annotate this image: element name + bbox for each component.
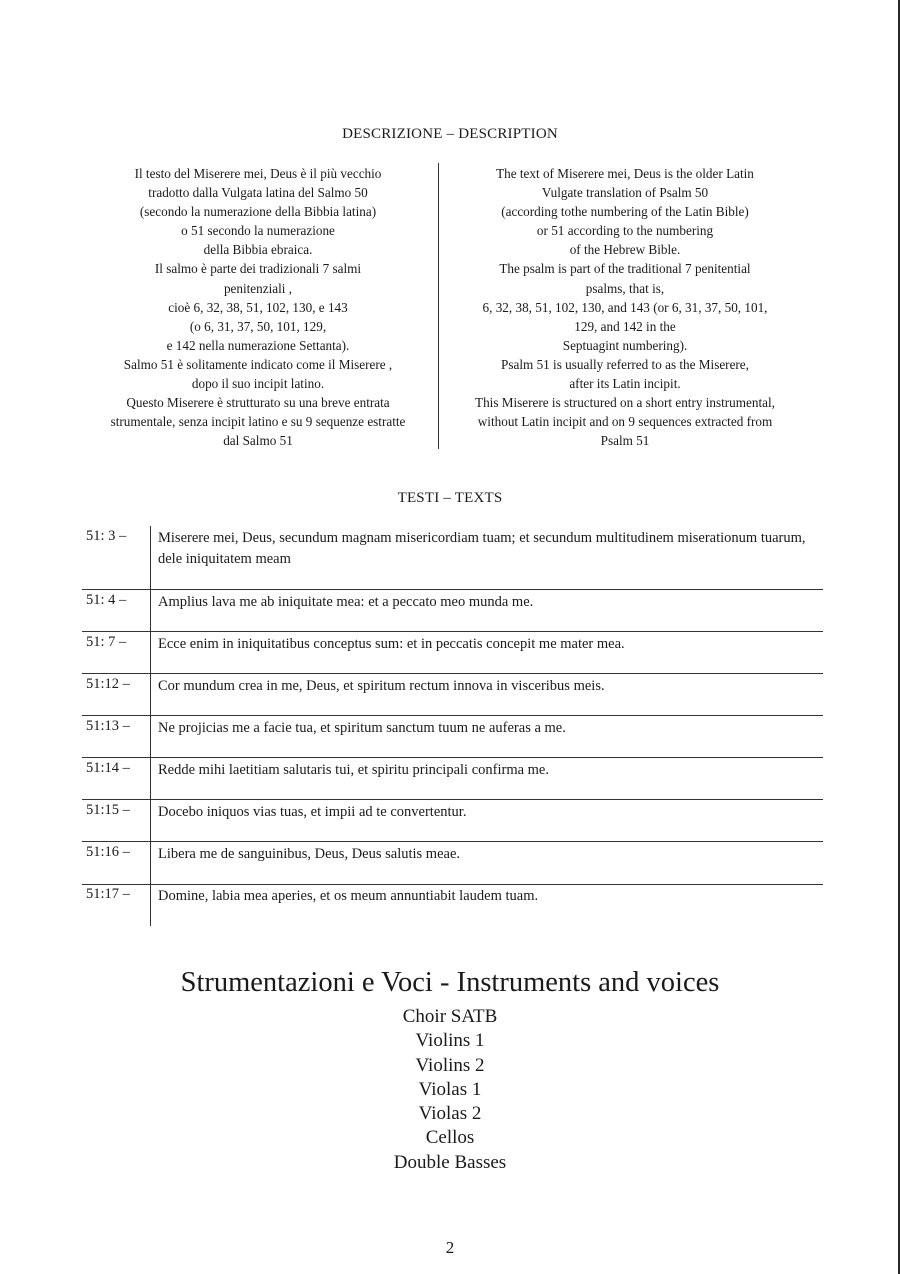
italian-line: e 142 nella numerazione Settanta). [166, 337, 350, 353]
italian-line: Il testo del Miserere mei, Deus è il più vecchio [134, 166, 382, 181]
italian-line: (o 6, 31, 37, 50, 101, 129, [189, 318, 327, 334]
verse-ref: 51:16 – [86, 844, 130, 860]
italian-line: cioè 6, 32, 38, 51, 102, 130, e 143 [168, 299, 348, 315]
verse-text: Miserere mei, Deus, secundum magnam misericordiam tuam; et secundum multitudinem miserationum tuarum, dele iniquitatem meam [158, 530, 806, 567]
italian-line: tradotto dalla Vulgata latina del Salmo 50 [148, 185, 368, 201]
english-line: after its Latin incipit. [569, 376, 681, 392]
italian-line: strumentale, senza incipit latino e su 9 sequenze estratte [110, 414, 406, 430]
verse-ref: 51:12 – [86, 676, 130, 692]
description-divider [438, 163, 439, 449]
english-line: 6, 32, 38, 51, 102, 130, and 143 (or 6, 31, 37, 50, 101, [482, 299, 768, 315]
verse-text: Ecce enim in iniquitatibus conceptus sum: et in peccatis concepit me mater mea. [158, 636, 625, 652]
verse-text: Cor mundum crea in me, Deus, et spiritum rectum innova in visceribus meis. [158, 678, 605, 694]
english-line: Psalm 51 [600, 433, 650, 449]
english-line: The text of Miserere mei, Deus is the older Latin [496, 166, 754, 181]
italian-line: o 51 secondo la numerazione [181, 223, 335, 239]
italian-line: Il salmo è parte dei tradizionali 7 salmi [154, 261, 362, 277]
verse-table-divider [150, 526, 151, 926]
verse-ref: 51:13 – [86, 718, 130, 734]
italian-line: dopo il suo incipit latino. [191, 376, 325, 392]
italian-line: dal Salmo 51 [223, 433, 293, 449]
english-line: psalms, that is, [585, 280, 665, 296]
instrument-item: Cellos [425, 1127, 475, 1149]
italian-line: (secondo la numerazione della Bibbia latina) [139, 204, 377, 220]
english-line: 129, and 142 in the [574, 318, 676, 334]
italian-line: Questo Miserere è strutturato su una breve entrata [126, 395, 390, 411]
english-line: The psalm is part of the traditional 7 penitential [499, 261, 751, 277]
instrument-item: Violas 1 [418, 1078, 482, 1100]
english-line: (according tothe numbering of the Latin Bible) [501, 204, 749, 220]
english-line: Psalm 51 is usually referred to as the Miserere, [501, 356, 749, 372]
instrument-item: Violas 2 [418, 1103, 482, 1125]
verse-ref: 51:15 – [86, 802, 130, 818]
english-line: Septuagint numbering). [562, 337, 688, 353]
verse-ref: 51: 7 – [86, 634, 127, 650]
instrument-item: Violins 1 [415, 1030, 485, 1052]
english-line: without Latin incipit and on 9 sequences extracted from [477, 414, 773, 430]
verse-row-rule [82, 631, 823, 632]
english-line: of the Hebrew Bible. [569, 242, 681, 258]
verse-text: Libera me de sanguinibus, Deus, Deus salutis meae. [158, 846, 461, 862]
italian-line: Salmo 51 è solitamente indicato come il Miserere , [123, 356, 393, 372]
verse-row-rule [82, 673, 823, 674]
page-number: 2 [445, 1238, 455, 1257]
verse-text: Domine, labia mea aperies, et os meum annuntiabit laudem tuam. [158, 888, 539, 904]
verse-row-rule [82, 841, 823, 842]
english-line: Vulgate translation of Psalm 50 [541, 185, 709, 201]
verse-text: Ne projicias me a facie tua, et spiritum sanctum tuum ne auferas a me. [158, 720, 566, 736]
verse-ref: 51: 4 – [86, 592, 127, 608]
verse-row-rule [82, 757, 823, 758]
italian-line: penitenziali , [223, 280, 293, 296]
verse-row-rule [82, 799, 823, 800]
instrument-item: Double Basses [393, 1151, 507, 1173]
verse-row-rule [82, 589, 823, 590]
verse-row-rule [82, 715, 823, 716]
texts-heading: TESTI – TEXTS [397, 490, 503, 506]
italian-line: della Bibbia ebraica. [203, 242, 313, 258]
instrument-item: Violins 2 [415, 1054, 485, 1076]
description-heading: DESCRIZIONE – DESCRIPTION [342, 126, 558, 142]
description-english [450, 164, 800, 450]
description-italian [83, 164, 433, 450]
verse-ref: 51:14 – [86, 760, 130, 776]
english-line: or 51 according to the numbering [536, 223, 714, 239]
verse-text: Amplius lava me ab iniquitate mea: et a peccato meo munda me. [158, 594, 534, 610]
verse-text: Redde mihi laetitiam salutaris tui, et spiritu principali confirma me. [158, 762, 549, 778]
english-line: This Miserere is structured on a short entry instrumental, [475, 395, 775, 411]
verse-ref: 51: 3 – [86, 528, 127, 544]
verse-text: Docebo iniquos vias tuas, et impii ad te convertentur. [158, 804, 467, 820]
instrument-item: Choir SATB [402, 1006, 498, 1027]
instruments-list [0, 1005, 900, 1175]
verse-row-rule [82, 884, 823, 885]
instruments-title: Strumentazioni e Voci - Instruments and voices [180, 967, 720, 998]
verse-ref: 51:17 – [86, 886, 130, 902]
